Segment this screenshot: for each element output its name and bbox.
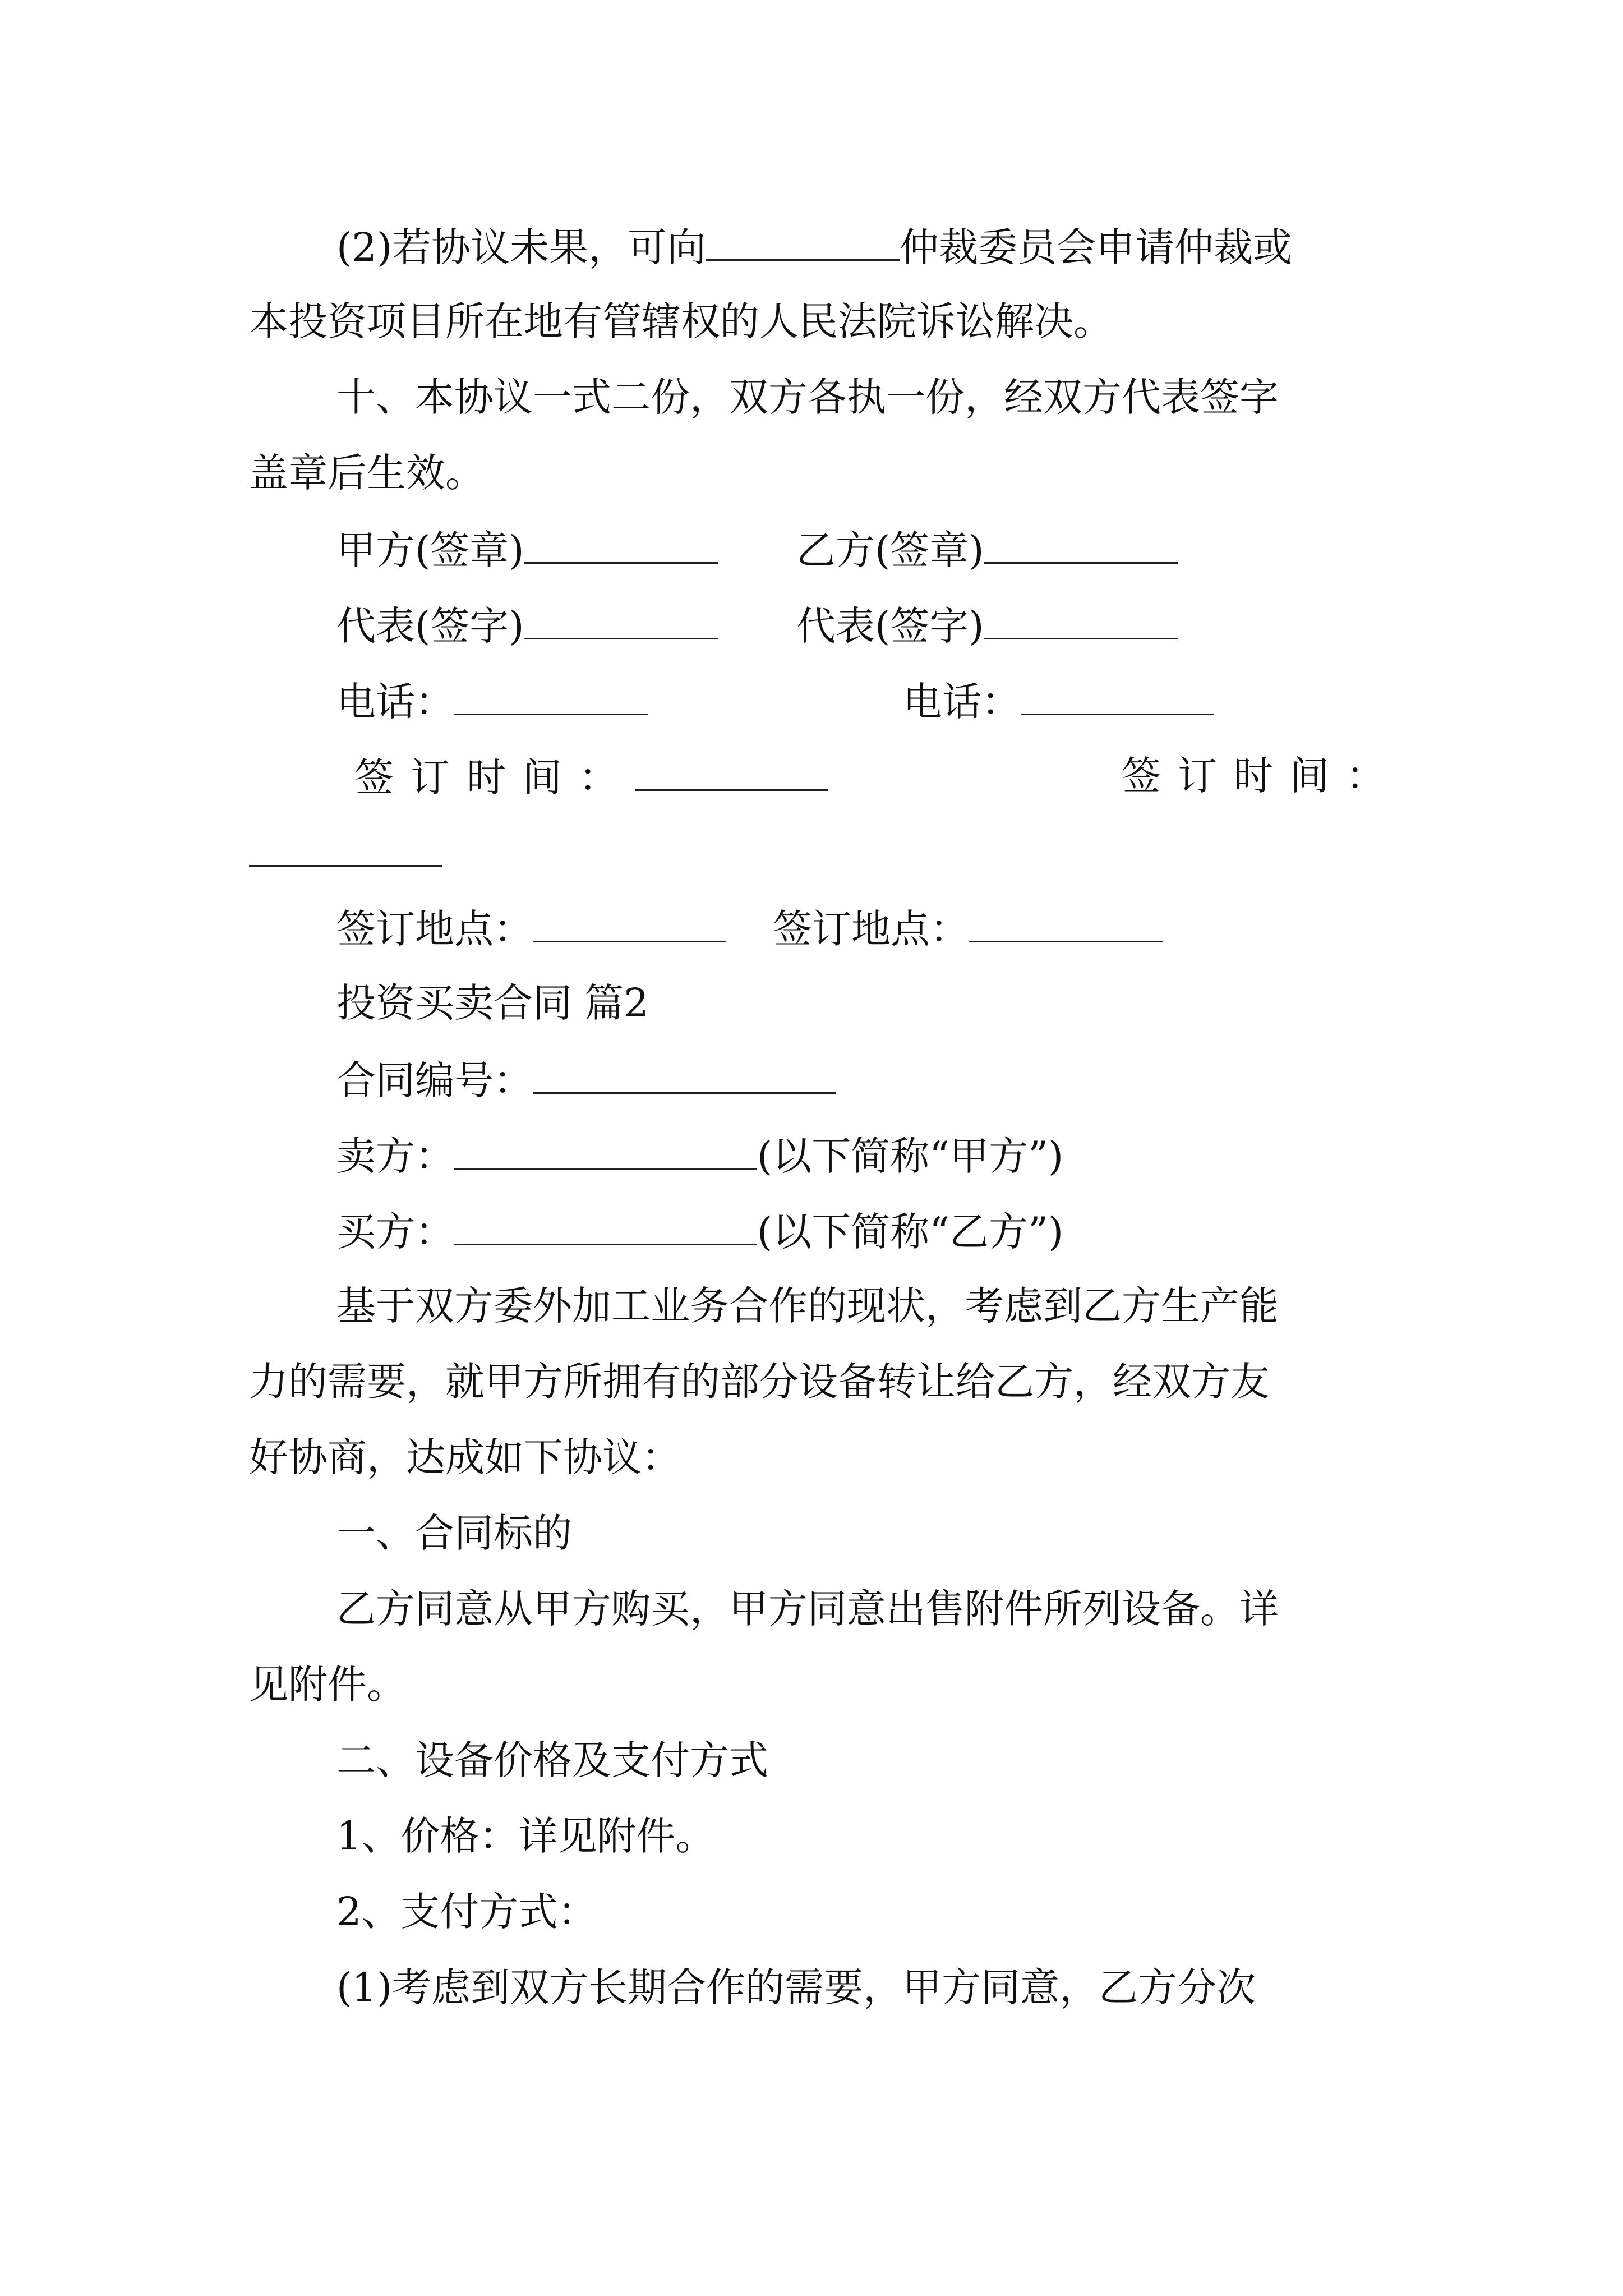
sign-place-row [336, 900, 726, 954]
signature-seal-row [336, 522, 718, 576]
blank-line [533, 900, 726, 942]
phone-a-label: 电话： [336, 679, 454, 725]
phone-b-label: 电话： [903, 679, 1021, 725]
price-line: 1、价格：详见附件。 [336, 1813, 715, 1859]
blank-line [533, 1052, 836, 1094]
blank-line [524, 597, 718, 639]
buyer-label: 买方： [336, 1209, 454, 1255]
sign-date-a-label: 签订时间： [354, 754, 635, 800]
buyer-note: (以下简称“乙方”) [757, 1209, 1064, 1255]
seller-row [336, 1128, 1063, 1181]
sign-date-b-cell [1122, 749, 1402, 803]
blank-line [635, 749, 828, 791]
payment-method-line: 2、支付方式： [336, 1889, 597, 1935]
blank-line [454, 1203, 757, 1245]
paragraph-line: 乙方同意从甲方购买，甲方同意出售附件所列设备。详 [336, 1586, 1279, 1632]
sign-date-a-cell [354, 749, 828, 803]
text-segment: (2)若协议未果，可向 [336, 224, 707, 270]
contract-number-label: 合同编号： [336, 1057, 533, 1103]
seller-note: (以下简称“甲方”) [757, 1133, 1064, 1179]
blank-line [1021, 673, 1214, 715]
sign-place-a-label: 签订地点： [336, 906, 533, 952]
blank-line [454, 673, 648, 715]
paragraph-line: 本投资项目所在地有管辖权的人民法院诉讼解决。 [249, 298, 1113, 344]
blank-line [249, 825, 442, 867]
blank-line [984, 597, 1178, 639]
sign-place-b-cell [773, 900, 1163, 954]
rep-b-label: 代表(签字) [796, 603, 984, 649]
sign-date-b-label: 签订时间： [1122, 753, 1402, 799]
phone-row [336, 673, 648, 727]
paragraph-line: 盖章后生效。 [249, 450, 485, 496]
sign-date-b-blank-row [249, 825, 442, 878]
blank-line [984, 522, 1178, 564]
representative-b-cell [796, 597, 1178, 651]
rep-a-label: 代表(签字) [336, 603, 524, 649]
representative-row [336, 597, 718, 651]
section-title: 投资买卖合同 篇2 [336, 980, 649, 1026]
blank-line [524, 522, 718, 564]
buyer-row [336, 1203, 1063, 1257]
heading-contract-subject: 一、合同标的 [336, 1510, 572, 1556]
paragraph-line: 好协商，达成如下协议： [249, 1434, 681, 1480]
seller-label: 卖方： [336, 1133, 454, 1179]
paragraph-line: 见附件。 [249, 1662, 406, 1708]
phone-b-cell [903, 673, 1214, 727]
arbitration-line [336, 219, 1292, 273]
blank-line [454, 1128, 757, 1170]
payment-item-line: (1)考虑到双方长期合作的需要，甲方同意，乙方分次 [336, 1964, 1256, 2010]
sign-place-b-label: 签订地点： [773, 906, 969, 952]
paragraph-line: 力的需要，就甲方所拥有的部分设备转让给乙方，经双方友 [249, 1359, 1270, 1405]
heading-price-payment: 二、设备价格及支付方式 [336, 1737, 768, 1783]
blank-line [969, 900, 1163, 942]
contract-number-row [336, 1052, 836, 1106]
paragraph-line: 十、本协议一式二份，双方各执一份，经双方代表签字 [336, 374, 1279, 420]
party-b-seal-label: 乙方(签章) [796, 527, 984, 573]
text-segment: 仲裁委员会申请仲裁或 [900, 224, 1293, 270]
party-a-seal-label: 甲方(签章) [336, 527, 524, 573]
paragraph-line: 基于双方委外加工业务合作的现状，考虑到乙方生产能 [336, 1283, 1279, 1329]
party-b-seal-cell [796, 522, 1178, 576]
blank-line [706, 219, 900, 261]
